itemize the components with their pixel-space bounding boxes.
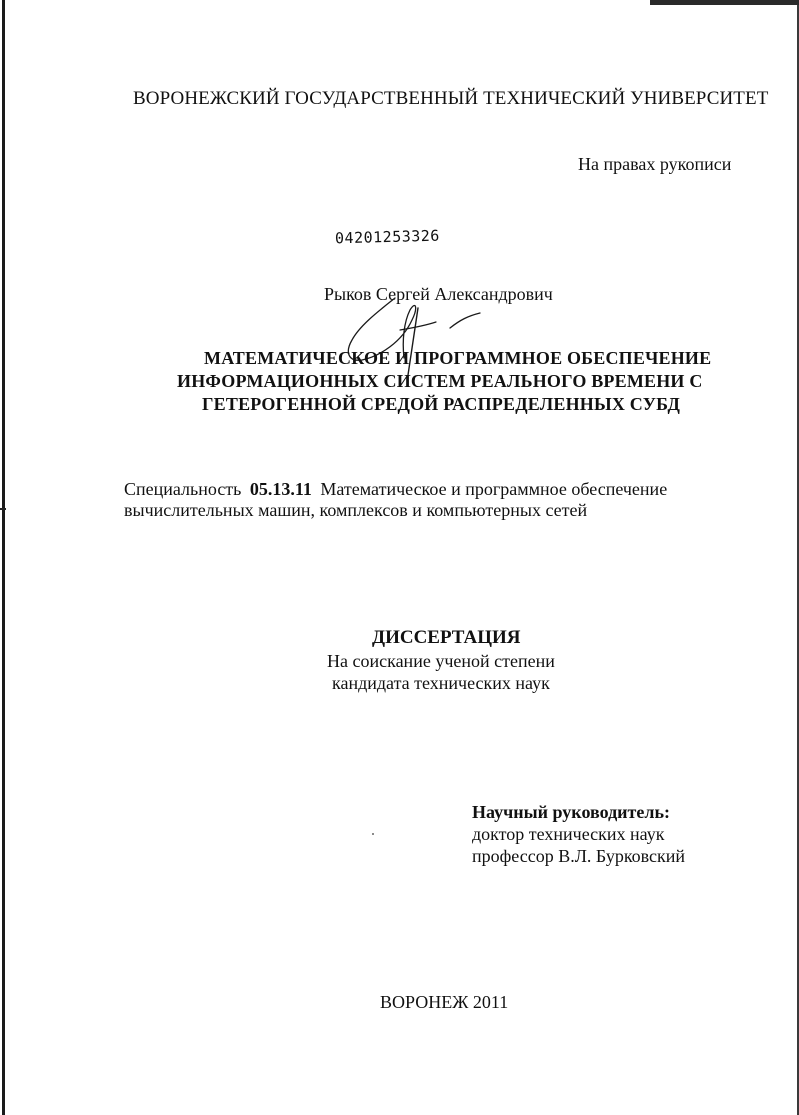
- dissertation-heading: ДИССЕРТАЦИЯ: [372, 627, 521, 648]
- supervisor-label: Научный руководитель:: [472, 802, 670, 822]
- specialty-line-2: вычислительных машин, комплексов и компьютерных сетей: [124, 500, 588, 520]
- specialty-label: Специальность: [124, 479, 242, 499]
- specialty-name-part-1: Математическое и программное обеспечение: [320, 479, 668, 499]
- degree-line-1: На соискание ученой степени: [327, 651, 555, 671]
- university-name: ВОРОНЕЖСКИЙ ГОСУДАРСТВЕННЫЙ ТЕХНИЧЕСКИЙ УНИВЕРСИТЕТ: [133, 88, 769, 109]
- author-name: Рыков Сергей Александрович: [324, 284, 553, 304]
- scan-edge-left: [2, 0, 5, 1115]
- supervisor-name: профессор В.Л. Бурковский: [472, 846, 686, 866]
- registration-code: 04201253326: [334, 226, 441, 248]
- supervisor-degree: доктор технических наук: [472, 824, 665, 844]
- specialty-line-1: [124, 478, 667, 500]
- scan-speck: [372, 833, 374, 835]
- title-line-1: МАТЕМАТИЧЕСКОЕ И ПРОГРАММНОЕ ОБЕСПЕЧЕНИЕ: [204, 348, 712, 368]
- specialty-code: 05.13.11: [249, 479, 312, 499]
- title-line-2: ИНФОРМАЦИОННЫХ СИСТЕМ РЕАЛЬНОГО ВРЕМЕНИ С: [177, 371, 703, 391]
- manuscript-note: На правах рукописи: [578, 154, 732, 174]
- title-line-3: ГЕТЕРОГЕННОЙ СРЕДОЙ РАСПРЕДЕЛЕННЫХ СУБД: [202, 394, 681, 414]
- scan-mark: [0, 508, 6, 510]
- city-year: ВОРОНЕЖ 2011: [380, 992, 509, 1012]
- degree-line-2: кандидата технических наук: [332, 673, 550, 693]
- scan-edge-top: [650, 0, 799, 5]
